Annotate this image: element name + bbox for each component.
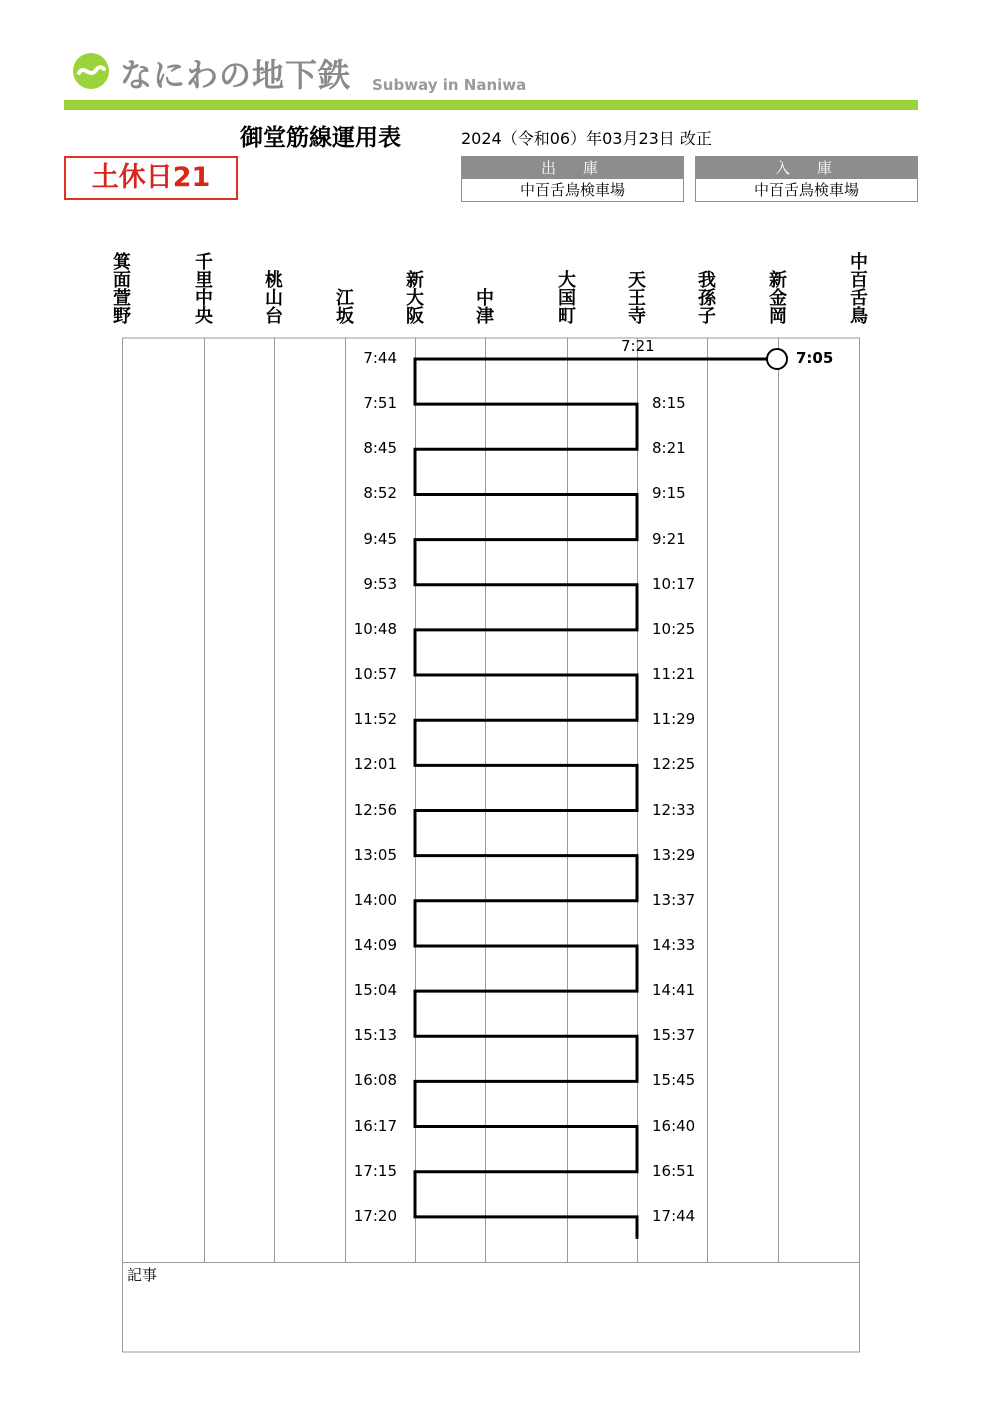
shin-osaka-departure: 8:52 [363, 484, 397, 503]
memo-label: 記事 [127, 1266, 158, 1284]
shin-osaka-departure: 16:17 [353, 1116, 397, 1135]
station-name: 千 里 中 央 [195, 252, 213, 327]
shin-osaka-departure: 17:20 [353, 1206, 397, 1225]
tennoji-arrival: 8:15 [652, 394, 686, 413]
depart-time: 7:05 [796, 349, 834, 367]
station-name: 江 坂 [336, 288, 354, 327]
shin-osaka-arrival: 16:08 [353, 1071, 397, 1090]
depot-start-marker [767, 349, 787, 369]
tennoji-departure: 15:45 [652, 1071, 696, 1090]
station-name: 桃 山 台 [265, 270, 283, 327]
depart-depot-name: 中百舌鳥検車場 [519, 181, 625, 199]
depart-depot-header: 出 庫 [462, 157, 683, 179]
shin-osaka-departure: 13:05 [353, 845, 397, 864]
station-name: 新 金 岡 [769, 270, 787, 327]
shin-osaka-arrival: 17:15 [353, 1161, 397, 1180]
station-name: 箕 面 萱 野 [113, 252, 131, 327]
enter-depot-header: 入 庫 [696, 157, 917, 179]
shin-osaka-arrival: 14:00 [353, 890, 397, 909]
tennoji-departure: 12:33 [652, 800, 696, 819]
shin-osaka-arrival: 8:45 [363, 439, 397, 458]
tennoji-departure: 9:21 [652, 529, 686, 548]
shin-osaka-arrival: 12:56 [353, 800, 397, 819]
station-name: 天 王 寺 [628, 270, 646, 327]
tennoji-arrival: 14:33 [652, 935, 696, 954]
enter-depot-name: 中百舌鳥検車場 [753, 181, 859, 199]
tennoji-arrival: 13:29 [652, 845, 696, 864]
tennoji-arrival: 11:21 [652, 665, 696, 684]
station-name: 我 孫 子 [698, 270, 716, 327]
tennoji-arrival: 9:15 [652, 484, 686, 503]
tennoji-departure: 16:51 [652, 1161, 696, 1180]
train-route-line [415, 359, 768, 1239]
day-type-badge: 土休日21 [64, 156, 238, 200]
station-name: 中 津 [476, 288, 494, 327]
shin-osaka-time: 7:44 [363, 349, 397, 367]
pass-time: 7:21 [621, 337, 655, 355]
tennoji-arrival: 10:17 [652, 574, 696, 593]
shin-osaka-departure: 9:53 [363, 574, 397, 593]
shin-osaka-arrival: 15:04 [353, 981, 397, 1000]
shin-osaka-arrival: 9:45 [363, 529, 397, 548]
station-name: 大 国 町 [558, 270, 576, 327]
tennoji-arrival: 16:40 [652, 1116, 696, 1135]
revision-date: 2024（令和06）年03月23日 改正 [461, 129, 712, 148]
shin-osaka-departure: 7:51 [363, 394, 397, 413]
brand-name: なにわの地下鉄 [120, 56, 352, 94]
shin-osaka-departure: 10:57 [353, 665, 397, 684]
tennoji-departure: 13:37 [652, 890, 696, 909]
shin-osaka-arrival: 10:48 [353, 619, 397, 638]
page-title: 御堂筋線運用表 [240, 125, 401, 151]
shin-osaka-departure: 15:13 [353, 1026, 397, 1045]
brand-subtitle: Subway in Naniwa [372, 76, 527, 94]
shin-osaka-departure: 12:01 [353, 755, 397, 774]
tennoji-arrival: 15:37 [652, 1026, 696, 1045]
table-border [123, 338, 860, 1352]
station-name: 中 百 舌 鳥 [850, 252, 868, 327]
tennoji-departure: 11:29 [652, 710, 696, 729]
tennoji-arrival: 12:25 [652, 755, 696, 774]
tennoji-departure: 8:21 [652, 439, 686, 458]
shin-osaka-arrival: 11:52 [353, 710, 397, 729]
shin-osaka-departure: 14:09 [353, 935, 397, 954]
tennoji-departure: 14:41 [652, 981, 696, 1000]
station-name: 新 大 阪 [406, 270, 424, 327]
tennoji-departure: 10:25 [652, 619, 696, 638]
tennoji-arrival: 17:44 [652, 1206, 696, 1225]
